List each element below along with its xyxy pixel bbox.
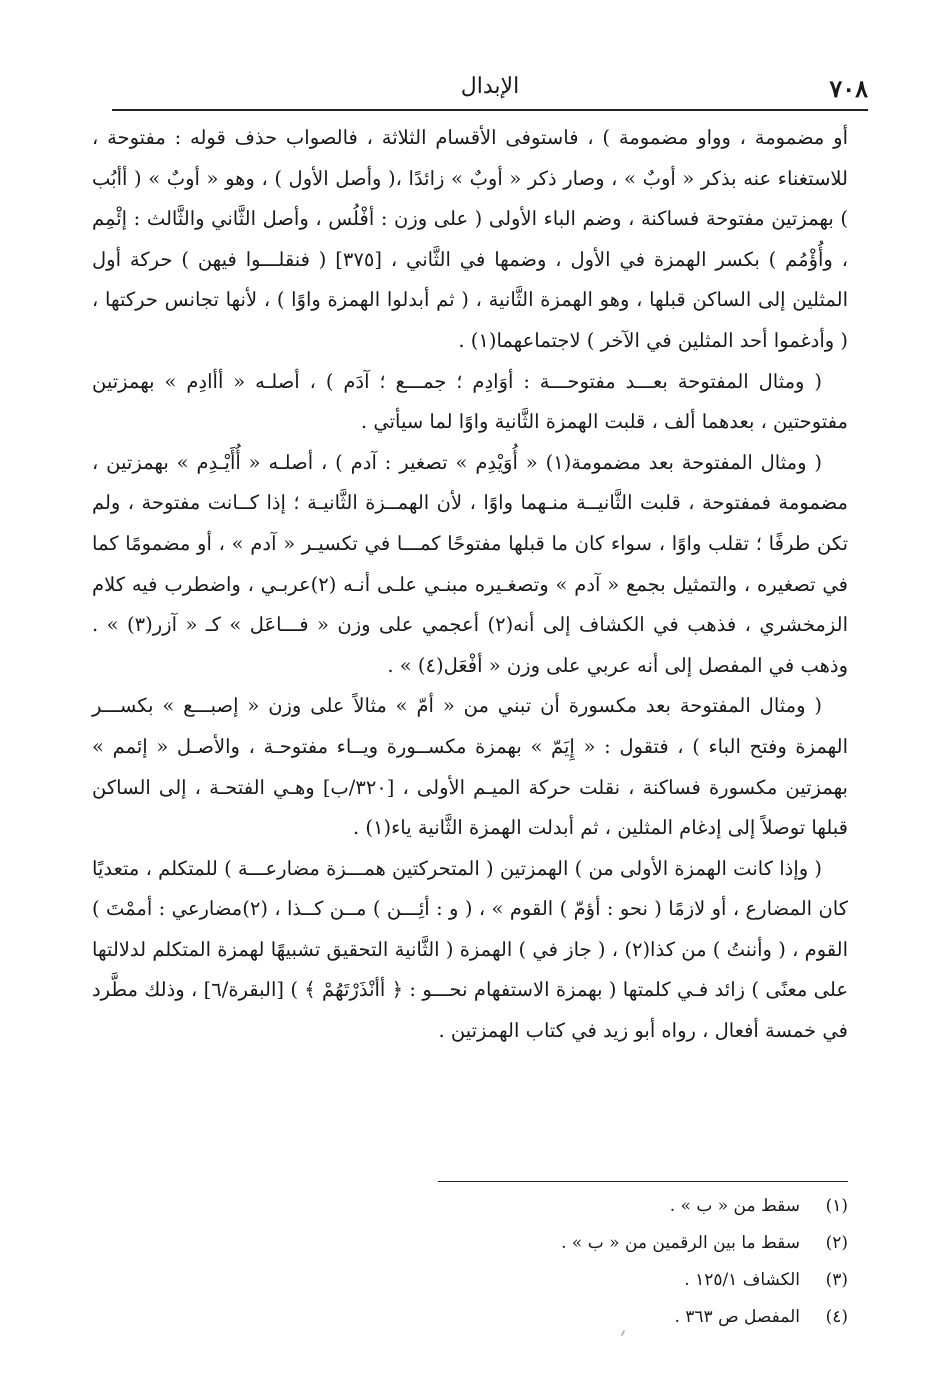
- footnotes: [360, 1188, 848, 1336]
- footnote: [360, 1225, 848, 1262]
- page-number: ٧٠٨: [829, 74, 868, 103]
- paragraph: ( وإذا كانت الهمزة الأولى من ) الهمزتين ( المتحركتين همـــزة مضارعـــة ) للمتكلم ، متعديًا كان المضارع ، أو لازمًا ( نحو : أؤمّ ) القوم » ، ( و : أئِـــن ) مــن كــذا ، (٢)مضارعي : أممْتَ ) القوم ، ( وأننتُ ) من كذا(٢) ، ( جاز في ) الهمزة ( الثَّانية التحقيق تشبيهًا لهمزة المتكلم لدلالتها على معنًى ) زائد فـي كلمتها ( بهمزة الاستفهام نحـــو : ﴿ أأنْذَرْتَهُمْ ﴾ ) [البقرة/٦] ، وذلك مطَّرد في خمسة أفعال ، رواه أبو زيد في كتاب الهمزتين .: [92, 856, 849, 1043]
- footnote-number: (٤): [825, 1307, 848, 1327]
- paragraph: ( ومثال المفتوحة بعد مضمومة(١) « أُوَيْدِم » تصغير : آدم ) ، أصلـه « أُأَيْـدِم » بهمزتين ، مضمومة فمفتوحة ، قلبت الثَّانيــة منـهما واوًا ، لأن الهمــزة الثَّانيـة ؛ إذا كــانت مفتوحة ، ولم تكن طرفًا ؛ تقلب واوًا ، سواء كان ما قبلها مفتوحًا كمـــا في تكسيـر « آدم » ، أو مضمومًا كما في تصغيره ، والتمثيل بجمع « آدم » وتصغـيره مبنـي علـى أنـه (٢)عربـي ، واضطرب فيه كلام الزمخشري ، فذهب في الكشاف إلى أنه(٢) أعجمي على وزن « فـــاعَل » كـ « آزر(٣) » . وذهب في المفصل إلى أنه عربي على وزن « أفْعَل(٤) » .: [92, 450, 848, 677]
- footnote-text: المفصل ص ٣٦٣ .: [674, 1307, 800, 1327]
- chapter-title: الإبدال: [460, 74, 520, 99]
- footnote: [360, 1188, 848, 1225]
- footnote-text: سقط ما بين الرقمين من « ب » .: [561, 1233, 800, 1253]
- header-rule: [112, 109, 868, 111]
- footnote-number: (١): [825, 1196, 848, 1216]
- footnote-number: (٣): [825, 1270, 848, 1290]
- footnote-text: الكشاف ١٢٥/١ .: [684, 1270, 800, 1290]
- paragraph: ( ومثال المفتوحة بعـــد مفتوحـــة : أوَادِم ؛ جمـــع ؛ آدَم ) ، أصلـه « أأادِم » بهمزتين مفتوحتين ، بعدهما ألف ، قلبت الهمزة الثَّانية واوًا لما سيأتي .: [92, 369, 848, 434]
- main-text: [92, 118, 848, 1052]
- footnote: [360, 1262, 848, 1299]
- footnote-separator: [438, 1181, 848, 1182]
- footnote-number: (٢): [825, 1233, 848, 1253]
- paragraph: أو مضمومة ، وواو مضمومة ) ، فاستوفى الأقسام الثلاثة ، فالصواب حذف قوله : مفتوحة ، للاستغناء عنه بذكر « أوبٌ » ، وصار ذكر « أوبٌ » زائدًا ،( وأصل الأول ) ، وهو « أوبٌ » ( أأبُب ) بهمزتين مفتوحة فساكنة ، وضم الباء الأولى ( على وزن : أفْلُس ، وأصل الثَّاني والثَّالث : إئْمِم ، وأُؤْمُم ) بكسر الهمزة في الأول ، وضمها في الثَّاني ، [٣٧٥] ( فنقلـــوا فيهن ) حركة أول المثلين إلى الساكن قبلها ، وهو الهمزة الثَّانية ، ( ثم أبدلوا الهمزة واوًا ) ، لأنها تجانس حركتها ، ( وأدغموا أحد المثلين في الآخر ) لاجتماعهما(١) .: [92, 126, 849, 352]
- footnote-text: سقط من « ب » .: [669, 1196, 800, 1216]
- running-head: [112, 74, 868, 106]
- footnote: [360, 1299, 848, 1336]
- paragraph: ( ومثال المفتوحة بعد مكسورة أن تبني من « أمّ » مثالاً على وزن « إصبـــع » بكســـر الهمزة وفتح الباء ) ، فتقول : « إِيَمّ » بهمزة مكســورة ويــاء مفتوحـة ، والأصـل « إئمم » بهمزتين مكسورة فساكنة ، نقلت حركة الميـم الأولى ، [٣٢٠/ب] وهـي الفتحـة ، إلى الساكن قبلها توصلاً إلى إدغام المثلين ، ثم أبدلت الهمزة الثَّانية ياء(١) .: [92, 694, 848, 840]
